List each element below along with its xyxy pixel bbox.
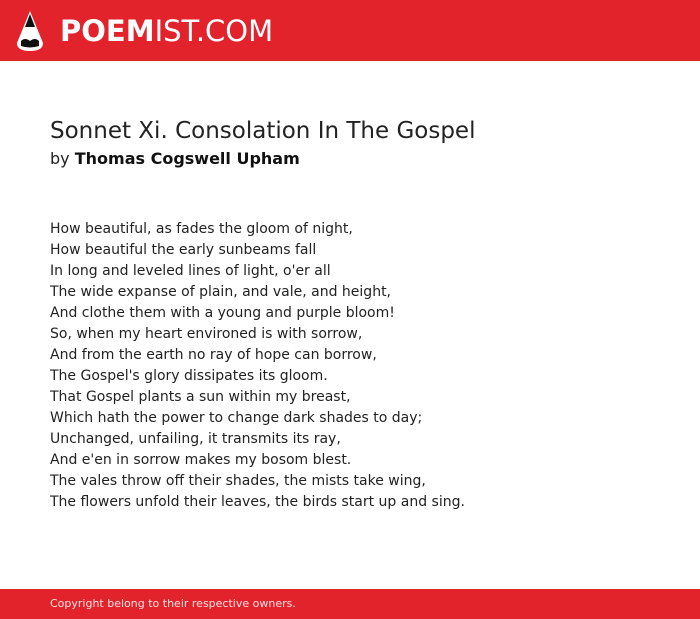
poem-line: So, when my heart environed is with sorrow,	[50, 326, 363, 342]
poem-line: Unchanged, unfailing, it transmits its ray,	[50, 431, 341, 447]
site-logo[interactable]	[16, 8, 273, 54]
poem-line: The flowers unfold their leaves, the birds start up and sing.	[50, 494, 465, 510]
poem-line: How beautiful the early sunbeams fall	[50, 242, 317, 258]
byline-prefix: by	[50, 149, 70, 168]
poem-line: The vales throw off their shades, the mists take wing,	[50, 473, 426, 489]
poem-line: In long and leveled lines of light, o'er all	[50, 263, 331, 279]
site-header	[0, 0, 700, 61]
logo-text-bold: POEM	[60, 14, 155, 48]
site-logo-text	[60, 8, 273, 54]
poem-line: The wide expanse of plain, and vale, and height,	[50, 284, 392, 300]
site-footer	[0, 589, 700, 619]
poem-title: Sonnet Xi. Consolation In The Gospel	[50, 118, 476, 144]
pencil-tip-icon	[16, 10, 44, 52]
logo-text-light: IST.COM	[154, 14, 274, 48]
poem-byline	[50, 148, 300, 170]
poem-body	[50, 219, 670, 513]
poem-line: And from the earth no ray of hope can borrow,	[50, 347, 377, 363]
poem-line: That Gospel plants a sun within my breast,	[50, 389, 351, 405]
poem-line: And e'en in sorrow makes my bosom blest.	[50, 452, 352, 468]
poem-line: And clothe them with a young and purple bloom!	[50, 305, 395, 321]
copyright-notice: Copyright belong to their respective owners.	[50, 597, 296, 610]
poem-line: The Gospel's glory dissipates its gloom.	[50, 368, 328, 384]
poem-line: How beautiful, as fades the gloom of night,	[50, 221, 353, 237]
poem-line: Which hath the power to change dark shades to day;	[50, 410, 423, 426]
poem-author: Thomas Cogswell Upham	[74, 149, 300, 168]
